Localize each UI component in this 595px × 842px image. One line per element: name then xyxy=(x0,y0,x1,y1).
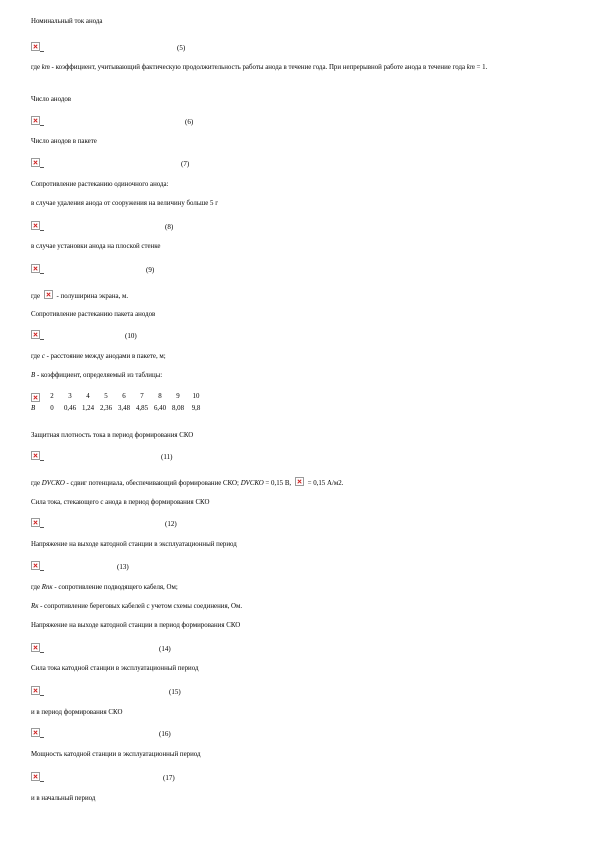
text-line: Номинальный ток анода xyxy=(31,18,103,25)
formula-11 xyxy=(31,451,391,462)
broken-image-icon xyxy=(44,290,53,299)
broken-image-icon xyxy=(31,264,40,273)
broken-image-icon xyxy=(31,643,40,652)
formula-10 xyxy=(31,330,391,341)
broken-image-icon xyxy=(31,116,40,125)
formula-13 xyxy=(31,561,391,572)
equation-number: (9) xyxy=(146,266,155,274)
formula-5 xyxy=(31,42,391,53)
text-line: в случае удаления анода от сооружения на величину больше 5 г xyxy=(31,200,219,207)
text-line: B - коэффициент, определяемый из таблицы: xyxy=(31,372,163,379)
equation-number: (5) xyxy=(177,44,186,52)
formula-16 xyxy=(31,728,391,739)
equation-number: (11) xyxy=(161,453,173,461)
text-line: Сопротивление растеканию пакета анодов xyxy=(31,311,156,318)
text-line: Напряжение на выходе катодной станции в эксплуатационный период xyxy=(31,541,237,548)
equation-number: (6) xyxy=(185,118,194,126)
equation-number: (8) xyxy=(165,223,174,231)
equation-number: (16) xyxy=(159,730,171,738)
equation-number: (12) xyxy=(165,520,177,528)
text-line: где - полуширина экрана, м. xyxy=(31,290,128,301)
broken-image-icon xyxy=(31,686,40,695)
formula-7 xyxy=(31,158,391,169)
text-line: Мощность катодной станции в эксплуатационный период xyxy=(31,751,201,758)
broken-image-icon xyxy=(31,158,40,167)
equation-number: (10) xyxy=(125,332,137,340)
broken-image-icon xyxy=(31,221,40,230)
equation-number: (14) xyxy=(159,645,171,653)
text-line: в случае установки анода на плоской стенке xyxy=(31,243,161,250)
formula-12 xyxy=(31,518,391,529)
formula-9 xyxy=(31,264,391,275)
broken-image-icon xyxy=(31,728,40,737)
text-line: где Rпк - сопротивление подводящего кабеля, Ом; xyxy=(31,584,178,591)
formula-8 xyxy=(31,221,391,232)
text-line: Защитная плотность тока в период формирования СКО xyxy=(31,432,194,439)
broken-image-icon xyxy=(31,42,40,51)
equation-number: (7) xyxy=(181,160,190,168)
formula-15 xyxy=(31,686,391,697)
broken-image-icon xyxy=(295,477,304,486)
text-line: Сила тока, стекающего с анода в период формирования СКО xyxy=(31,499,210,506)
equation-number: (13) xyxy=(117,563,129,571)
text-paragraph: где km - коэффициент, учитывающий фактическую продолжительность работы анода в течение года. При непрерывной работе анода в течение года km = 1. xyxy=(31,64,488,71)
broken-image-icon xyxy=(31,393,40,402)
formula-6 xyxy=(31,116,391,127)
document-page: Номинальный ток анода (5) где km - коэффициент, учитывающий фактическую продолжительность работы анода в течение года. При непрерывной работе анода в течение года km = 1. Число анодов (6) Число анодов в пакете (7) Сопротивление растеканию одиночного анода: в случае удаления анода от сооружения на величину больше 5 г (8) в случае установки анода на плоской стенке (9) где - полуширина экрана, м. Сопротивление растеканию пакета анодов (10) где c - расстояние между анодами в пакете, м; B - коэффициент, определяемый из таблицы: 2 3 4 5 6 7 8 9 10 B 0 0,46 1,24 2,36 3,48 4,85 6,40 8,08 9,8 Защитная плотность тока в период формирования СКО (11) где DVСКО - сдвиг потенциала, обеспечивающий формирование СКО; DVСКО = 0,15 В, = 0,15 А/м2. Сила тока, стекающего с анода в период формирования СКО (12) Напряжение на выходе катодной станции в эксплуатационный период (13) где Rпк - сопротивление подводящего кабеля, Ом; Rк - сопротивление береговых кабелей с учетом схемы соединения, Ом. Напряжение на выходе катодной станции в период формирования СКО (14) Сила тока катодной станции в эксплуатационный период (15) и в период формирования СКО (16) Мощность катодной станции в эксплуатационный период (17) и в начальный период xyxy=(0,0,595,842)
broken-image-icon xyxy=(31,772,40,781)
broken-image-icon xyxy=(31,518,40,527)
text-line: Напряжение на выходе катодной станции в период формирования СКО xyxy=(31,622,241,629)
text-line: и в начальный период xyxy=(31,795,96,802)
equation-number: (17) xyxy=(163,774,175,782)
equation-number: (15) xyxy=(169,688,181,696)
text-line: Сопротивление растеканию одиночного анода: xyxy=(31,181,169,188)
broken-image-icon xyxy=(31,451,40,460)
text-line: где DVСКО - сдвиг потенциала, обеспечивающий формирование СКО; DVСКО = 0,15 В, = 0,15 А/м2. xyxy=(31,477,343,488)
formula-14 xyxy=(31,643,391,654)
text-line: где c - расстояние между анодами в пакете, м; xyxy=(31,353,166,360)
formula-17 xyxy=(31,772,391,783)
text-line: Число анодов xyxy=(31,96,72,103)
text-line: и в период формирования СКО xyxy=(31,709,123,716)
broken-image-icon xyxy=(31,561,40,570)
text-line: Rк - сопротивление береговых кабелей с учетом схемы соединения, Ом. xyxy=(31,603,243,610)
text-line: Сила тока катодной станции в эксплуатационный период xyxy=(31,665,199,672)
broken-image-icon xyxy=(31,330,40,339)
text-line: Число анодов в пакете xyxy=(31,138,97,145)
